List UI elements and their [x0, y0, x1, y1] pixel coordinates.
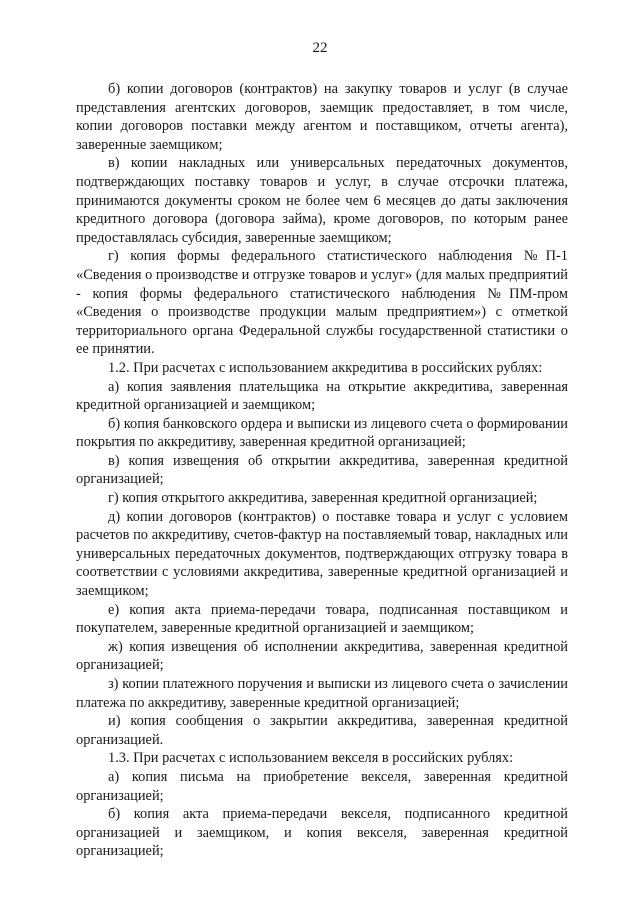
- paragraph-a-bill-purchase-letter: а) копия письма на приобретение векселя, заверенная кредитной организацией;: [76, 768, 568, 804]
- paragraph-b-contracts: б) копии договоров (контрактов) на закупку товаров и услуг (в случае представления агентских договоров, заемщик предоставляет, в том числе, копии договоров поставки между агентом и поставщиком, отчеты агента), заверенные заемщиком;: [76, 81, 568, 153]
- paragraph-v-opening-notice: в) копия извещения об открытии аккредитива, заверенная кредитной организацией;: [76, 452, 568, 488]
- paragraph-e-acceptance-act: е) копия акта приема-передачи товара, подписанная поставщиком и покупателем, заверенные кредитной организацией и заемщиком;: [76, 601, 568, 637]
- paragraph-d-supply-contracts: д) копии договоров (контрактов) о поставке товара и услуг с условием расчетов по аккредитиву, счетов-фактур на поставляемый товар, накладных или универсальных передаточных документов, подтверждающих отгрузку товара в соответствии с условиями аккредитива, заверенные кредитной организацией и заемщиком;: [76, 508, 568, 600]
- paragraph-a-letter-of-credit-application: а) копия заявления плательщика на открытие аккредитива, заверенная кредитной организацией и заемщиком;: [76, 378, 568, 414]
- section-1-2-heading: 1.2. При расчетах с использованием аккредитива в российских рублях:: [108, 359, 543, 376]
- document-body: [76, 80, 568, 861]
- paragraph-v-invoices: в) копии накладных или универсальных передаточных документов, подтверждающих поставку товаров и услуг, в случае отсрочки платежа, принимаются документы сроком не более чем 6 месяцев до даты заключения кредитного договора (договора займа), кроме договоров, по которым ранее предоставлялась субсидия, заверенные заемщиком;: [76, 155, 568, 246]
- paragraph-g-open-letter-of-credit: г) копия открытого аккредитива, заверенная кредитной организацией;: [108, 490, 538, 507]
- paragraph-g-statistics-form: г) копия формы федерального статистического наблюдения №П-1 «Сведения о производстве и отгрузке товаров и услуг» (для малых предприятий - копия формы федерального статистического наблюдения №ПМ-пром «Сведения о производстве продукции малым предприятием») с отметкой территориального органа Федеральной службы государственной статистики о ее принятии.: [76, 248, 568, 358]
- section-1-3-heading: 1.3. При расчетах с использованием векселя в российских рублях:: [108, 750, 514, 767]
- page-number: 22: [312, 40, 328, 56]
- paragraph-b-bank-order: б) копия банковского ордера и выписки из лицевого счета о формировании покрытия по аккредитиву, заверенная кредитной организацией;: [76, 415, 568, 451]
- paragraph-b-bill-acceptance-act: б) копия акта приема-передачи векселя, подписанного кредитной организацией и заемщиком, и копия векселя, заверенная кредитной организацией;: [76, 806, 568, 860]
- paragraph-zh-execution-notice: ж) копия извещения об исполнении аккредитива, заверенная кредитной организацией;: [76, 638, 568, 674]
- paragraph-i-closure-message: и) копия сообщения о закрытии аккредитива, заверенная кредитной организацией.: [76, 713, 568, 748]
- paragraph-z-payment-order: з) копии платежного поручения и выписки из лицевого счета о зачислении платежа по аккредитиву, заверенные кредитной организацией;: [76, 676, 568, 711]
